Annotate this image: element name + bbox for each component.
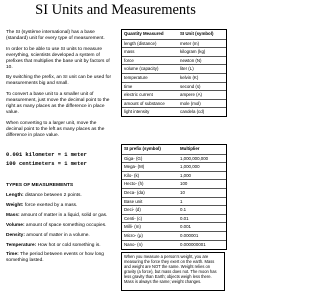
table-header-row <box>122 30 226 39</box>
table-cell: mass <box>124 49 135 55</box>
column-header: Multiplier <box>180 146 200 151</box>
table-cell: electric current <box>124 92 153 98</box>
type-item-temperature <box>6 243 114 249</box>
type-item-length <box>6 193 114 199</box>
type-term: Weight: <box>6 202 24 208</box>
column-header: SI Unit (symbol) <box>180 31 214 36</box>
table-cell: 1 <box>180 198 183 204</box>
table-cell: Kilo- (k) <box>124 172 140 178</box>
column-header: Quantity Measured <box>124 31 164 36</box>
type-desc: amount of matter in a liquid, solid or gas. <box>20 212 108 218</box>
conversion-example-1: 0.001 kilometer = 1 meter <box>6 152 87 158</box>
table-cell: 0.01 <box>180 215 189 221</box>
table-cell: Deca- (da) <box>124 190 145 195</box>
intro-paragraph-1: The SI (système international) has a base (standard) unit for every type of measurement. <box>6 30 105 41</box>
type-desc: amount of space something occupies. <box>25 222 107 228</box>
table-cell: amount of substance <box>124 100 165 106</box>
table-cell: length (distance) <box>124 40 157 46</box>
table-cell: 0.001 <box>180 224 191 230</box>
type-item-volume <box>6 223 114 229</box>
type-item-mass <box>6 213 114 219</box>
table-cell: 10 <box>180 190 185 195</box>
table-cell: light intensity <box>124 109 150 115</box>
table-cell: 1,000,000 <box>180 164 200 170</box>
table-cell: Milli- (m) <box>124 224 141 230</box>
page-title: SI Units and Measurements <box>35 2 196 18</box>
type-term: Mass: <box>6 212 20 218</box>
type-desc: How hot or cold something is. <box>37 242 101 248</box>
column-header: SI prefix (symbol) <box>124 146 161 151</box>
type-term: Time: <box>6 252 19 258</box>
table-cell: volume (capacity) <box>124 66 159 72</box>
table-cell: time <box>124 83 133 89</box>
table-cell: Giga- (G) <box>124 155 143 161</box>
table-cell: Base unit <box>124 198 143 204</box>
table-cell: mole (mol) <box>180 100 201 106</box>
type-term: Density: <box>6 232 25 238</box>
type-term: Volume: <box>6 222 25 228</box>
intro-paragraph-2: In order to be able to use SI units to measure everything, scientists developed a system of prefixes that multiplies the base unit by factors of 10. <box>6 46 110 70</box>
table-cell: Micro- (μ) <box>124 233 143 238</box>
si-units-table <box>121 29 227 117</box>
table-cell: meter (m) <box>180 40 200 46</box>
table-cell: second (s) <box>180 83 201 89</box>
table-cell: Centi- (c) <box>124 215 143 221</box>
table-cell: Deci- (d) <box>124 207 141 213</box>
table-cell: liter (L) <box>180 66 194 72</box>
type-term: Length: <box>6 193 24 198</box>
conversion-example-2: 100 centimeters = 1 meter <box>6 161 87 167</box>
table-cell: ampere (A) <box>180 92 202 98</box>
table-cell: 1,000,000,000 <box>180 155 209 161</box>
table-header-row <box>122 145 226 154</box>
mass-weight-note: When you measure a person's weight, you are measuring the force they exert on the earth. Mass and weight are NOT the same. Weight relies on gravity (a force), but mass does not. The moon has less gravity than Earth; objects weigh less there. Mass is always the same; weight changes. <box>121 252 225 291</box>
type-item-density <box>6 233 114 239</box>
table-cell: 100 <box>180 181 188 187</box>
type-desc: distance between 2 points. <box>24 193 82 198</box>
intro-text <box>6 30 114 139</box>
table-cell: force <box>124 57 134 63</box>
type-item-time <box>6 252 114 264</box>
table-cell: Mega- (M) <box>124 164 145 170</box>
table-cell: 0.000001 <box>180 233 199 238</box>
table-cell: candela (cd) <box>180 109 205 115</box>
intro-paragraph-3: By switching the prefix, an SI unit can be used for measurements big and small. <box>6 75 112 87</box>
type-term: Temperature: <box>6 242 37 248</box>
table-cell: temperature <box>124 75 148 80</box>
intro-paragraph-4: To convert a base unit to a smaller unit of measurement, just move the decimal point to the right as many places as the difference in place value. <box>6 92 110 115</box>
table-row <box>122 240 226 250</box>
table-cell: 0.1 <box>180 207 187 213</box>
type-desc: The period between events or how long something lasted. <box>6 252 104 264</box>
type-item-weight <box>6 203 114 209</box>
table-cell: Nano- (n) <box>124 241 143 247</box>
table-row <box>122 107 226 117</box>
type-desc: amount of matter in a volume. <box>26 232 90 238</box>
table-cell: 1,000 <box>180 172 191 178</box>
table-cell: Hecto- (h) <box>124 181 144 187</box>
types-heading: TYPES OF MEASUREMENTS <box>6 183 74 188</box>
types-list <box>6 193 114 268</box>
table-cell: newton (N) <box>180 57 202 63</box>
table-cell: 0.000000001 <box>180 241 206 247</box>
si-prefix-table <box>121 144 227 250</box>
intro-paragraph-5: When converting to a larger unit, move the decimal point to the left as many places as the difference in place value. <box>6 120 105 138</box>
table-cell: kilogram (kg) <box>180 49 206 55</box>
table-cell: kelvin (K) <box>180 75 199 80</box>
type-desc: force exerted by a mass. <box>24 202 78 208</box>
